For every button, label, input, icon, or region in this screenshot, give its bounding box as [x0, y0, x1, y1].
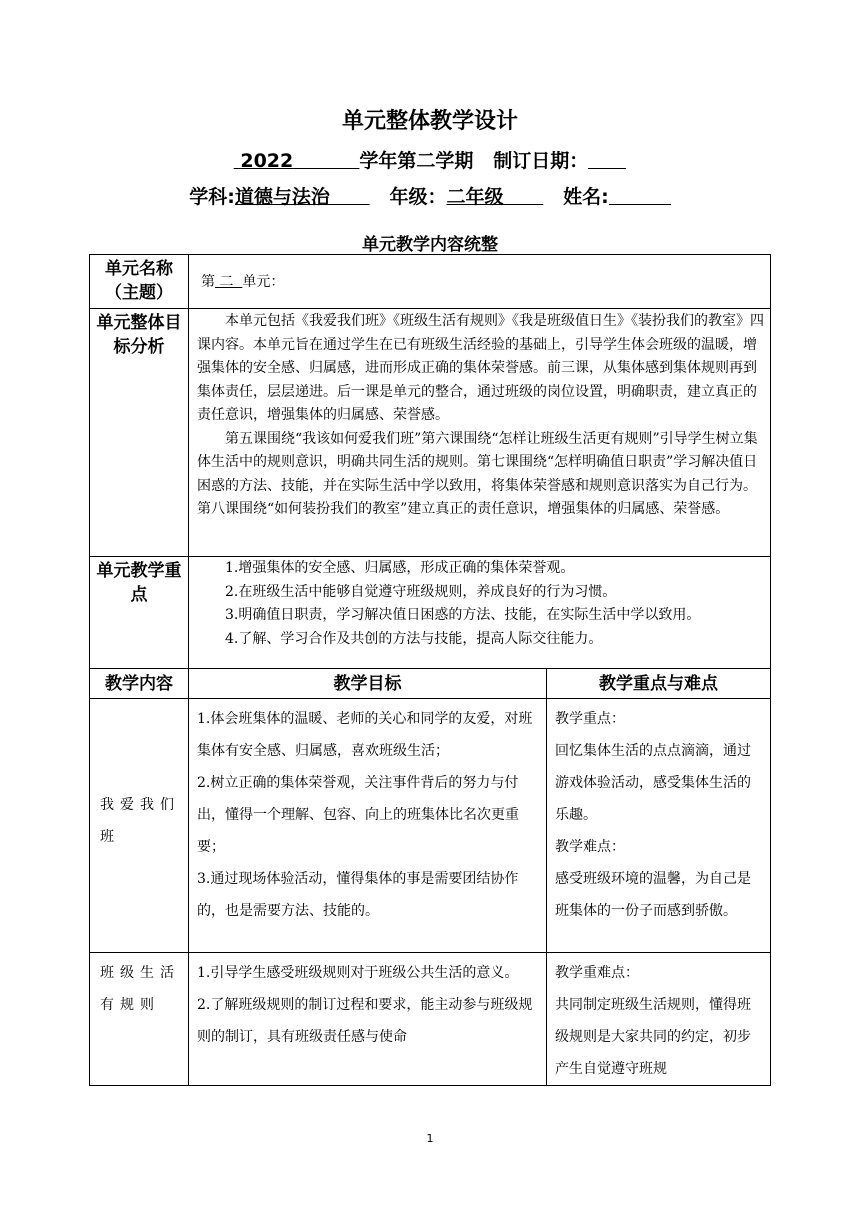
subject-label: 学科: — [189, 186, 235, 208]
unit-number: 二 — [219, 274, 234, 290]
grade-value: 二年级 — [446, 186, 504, 208]
table-row — [90, 699, 771, 953]
lesson-focus — [547, 953, 771, 1086]
column-header-row — [90, 669, 771, 699]
revise-date-blank — [588, 150, 626, 169]
focus-item: 教学难点： — [555, 839, 625, 855]
subject-value: 道德与法治 — [234, 186, 330, 208]
semester-line — [0, 146, 860, 173]
goal-analysis-row — [90, 309, 771, 557]
goal-analysis-label: 单元整体目标分析 — [90, 309, 189, 557]
unit-content-table — [89, 254, 771, 1086]
focus-item: 回忆集体生活的点点滴滴，通过游戏体验活动，感受集体生活的乐趣。 — [555, 743, 751, 823]
key-points-list — [189, 557, 771, 669]
focus-item: 教学重难点： — [555, 965, 639, 981]
name-label: 姓名: — [563, 186, 609, 208]
goal-paragraph: 第五课围绕“我该如何爱我们班”第六课围绕“怎样让班级生活更有规则”引导学生树立集体生活中的规则意识，明确共同生活的规则。第七课围绕“怎样明确值日职责”学习解决值日困惑的方法、技能，并在实际生活中学以致用，将集体荣誉感和规则意识落实为自己行为。第八课围绕“如何装扮我们的教室”建立真正的责任意识，增强集体的归属感、荣誉感。 — [197, 430, 758, 517]
lesson-name: 我爱我们班 — [90, 699, 189, 953]
column-header-objectives: 教学目标 — [189, 669, 547, 699]
unit-name-value: 第 二 单元： — [189, 255, 771, 309]
objective-item: 2.了解班级规则的制订过程和要求，能主动参与班级规则的制订，具有班级责任感与使命 — [197, 997, 533, 1045]
column-header-content: 教学内容 — [90, 669, 189, 699]
goal-analysis-text — [189, 309, 771, 557]
unit-name-row — [90, 255, 771, 309]
grade-label: 年级： — [389, 186, 447, 208]
key-point-item: 1.增强集体的安全感、归属感，形成正确的集体荣誉观。 — [225, 560, 575, 576]
page-number: 1 — [426, 1132, 434, 1145]
key-point-item: 4.了解、学习合作及共创的方法与技能，提高人际交往能力。 — [225, 630, 603, 647]
lesson-focus — [547, 699, 771, 953]
focus-item: 感受班级环境的温馨，为自己是班集体的一份子而感到骄傲。 — [555, 871, 751, 919]
section-title: 单元教学内容统整 — [362, 235, 498, 255]
focus-item: 教学重点： — [555, 711, 625, 727]
objective-item: 3.通过现场体验活动，懂得集体的事是需要团结协作的，也是需要方法、技能的。 — [197, 871, 519, 919]
table-row — [90, 953, 771, 1086]
objective-item: 1.引导学生感受班级规则对于班级公共生活的意义。 — [197, 965, 519, 981]
focus-item: 共同制定班级生活规则，懂得班级规则是大家共同的约定，初步产生自觉遵守班规 — [555, 997, 751, 1077]
key-point-item: 3.明确值日职责，学习解决值日困惑的方法、技能，在实际生活中学以致用。 — [225, 607, 701, 623]
revise-date-label: 制订日期： — [493, 150, 589, 172]
unit-name-label: 单元名称（主题） — [90, 255, 189, 309]
column-header-focus: 教学重点与难点 — [547, 669, 771, 699]
key-points-row — [90, 557, 771, 669]
semester-text: 学年第二学期 — [359, 150, 474, 172]
name-blank — [609, 186, 671, 205]
objective-item: 2.树立正确的集体荣誉观，关注事件背后的努力与付出，懂得一个理解、包容、向上的班集体比名次更重要； — [197, 775, 519, 855]
lesson-objectives — [189, 699, 547, 953]
year-value: 2022 — [240, 150, 294, 172]
document-title: 单元整体教学设计 — [341, 109, 518, 134]
objective-item: 1.体会班集体的温暖、老师的关心和同学的友爱，对班集体有安全感、归属感，喜欢班级生活； — [197, 711, 533, 759]
subject-line — [0, 182, 860, 209]
key-point-item: 2.在班级生活中能够自觉遵守班级规则，养成良好的行为习惯。 — [225, 583, 617, 600]
goal-paragraph: 本单元包括《我爱我们班》《班级生活有规则》《我是班级值日生》《装扮我们的教室》四课内容。本单元旨在通过学生在已有班级生活经验的基础上，引导学生体会班级的温暖，增强集体的安全感、归属感，进而形成正确的集体荣誉感。前三课，从集体感到集体规则再到集体责任，层层递进。后一课是单元的整合，通过班级的岗位设置，明确职责，建立真正的责任意识，增强集体的归属感、荣誉感。 — [197, 313, 764, 423]
lesson-name: 班级生活有规则 — [90, 953, 189, 1086]
lesson-objectives — [189, 953, 547, 1086]
key-points-label: 单元教学重点 — [90, 557, 189, 669]
